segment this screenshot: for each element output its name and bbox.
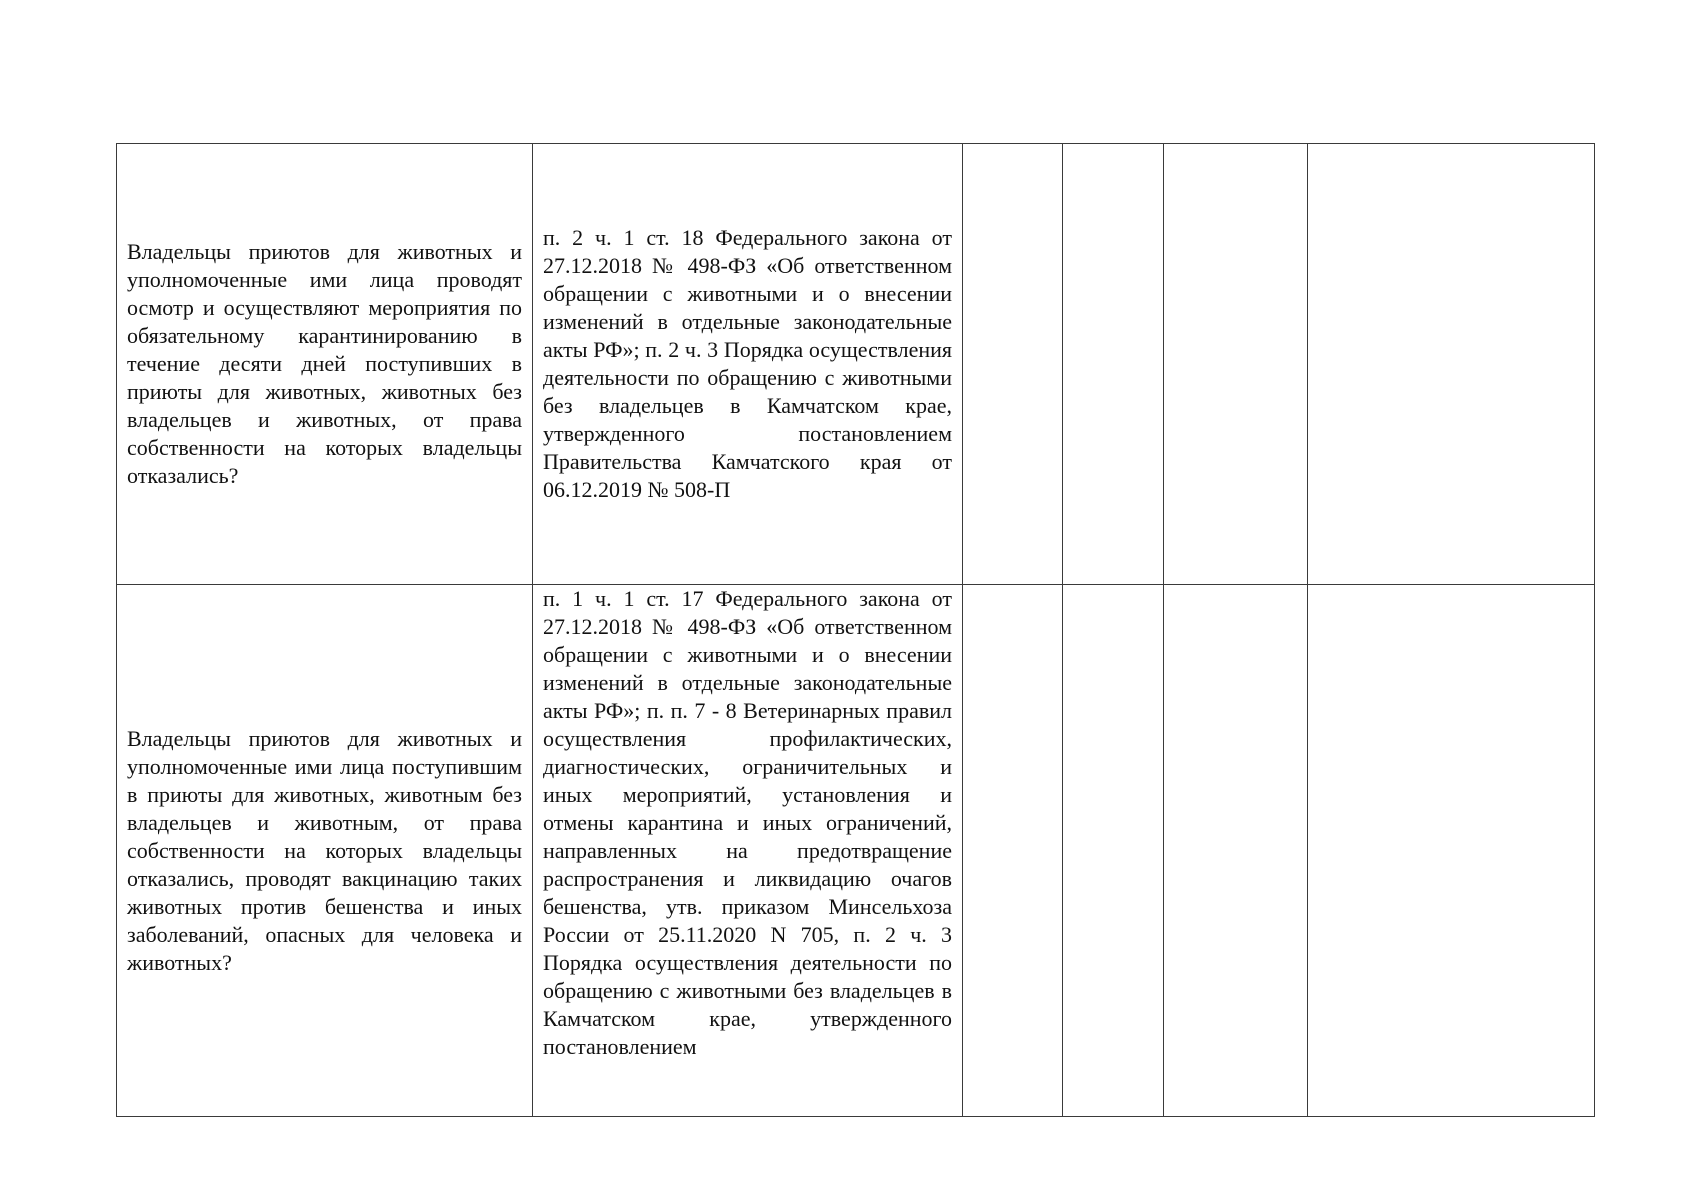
empty-cell bbox=[1164, 585, 1308, 1117]
table-row bbox=[117, 585, 1595, 1117]
empty-cell bbox=[963, 144, 1063, 585]
empty-cell bbox=[1308, 585, 1595, 1117]
empty-cell bbox=[1308, 144, 1595, 585]
requirement-cell bbox=[117, 585, 533, 1117]
empty-cell bbox=[1063, 585, 1164, 1117]
checklist-table bbox=[116, 143, 1595, 1117]
legal-basis-text: п. 1 ч. 1 ст. 17 Федерального закона от 27.12.2018 № 498-ФЗ «Об ответственном обращении с животными и о внесении изменений в отдельные законодательные акты РФ»; п. п. 7 - 8 Ветеринарных правил осуществления профилактических, диагностических, ограничительных и иных мероприятий, установления и отмены карантина и иных ограничений, направленных на предотвращение распространения и ликвидацию очагов бешенства, утв. приказом Минсельхоза России от 25.11.2020 N 705, п. 2 ч. 3 Порядка осуществления деятельности по обращению с животными без владельцев в Камчатском крае, утвержденного постановлением bbox=[543, 586, 952, 1059]
empty-cell bbox=[1164, 144, 1308, 585]
legal-basis-text: п. 2 ч. 1 ст. 18 Федерального закона от 27.12.2018 № 498-ФЗ «Об ответственном обращении с животными и о внесении изменений в отдельные законодательные акты РФ»; п. 2 ч. 3 Порядка осуществления деятельности по обращению с животными без владельцев в Камчатском крае, утвержденного постановлением Правительства Камчатского края от 06.12.2019 № 508-П bbox=[543, 225, 952, 502]
legal-basis-cell bbox=[533, 144, 963, 585]
empty-cell bbox=[963, 585, 1063, 1117]
requirement-text: Владельцы приютов для животных и уполномоченные ими лица проводят осмотр и осуществляют мероприятия по обязательному карантинированию в течение десяти дней поступивших в приюты для животных, животных без владельцев и животных, от права собственности на которых владельцы отказались? bbox=[127, 239, 522, 488]
table-row bbox=[117, 144, 1595, 585]
requirement-cell bbox=[117, 144, 533, 585]
requirement-text: Владельцы приютов для животных и уполномоченные ими лица поступившим в приюты для животных, животным без владельцев и животным, от права собственности на которых владельцы отказались, проводят вакцинацию таких животных против бешенства и иных заболеваний, опасных для человека и животных? bbox=[127, 725, 522, 975]
legal-basis-cell bbox=[533, 585, 963, 1117]
empty-cell bbox=[1063, 144, 1164, 585]
